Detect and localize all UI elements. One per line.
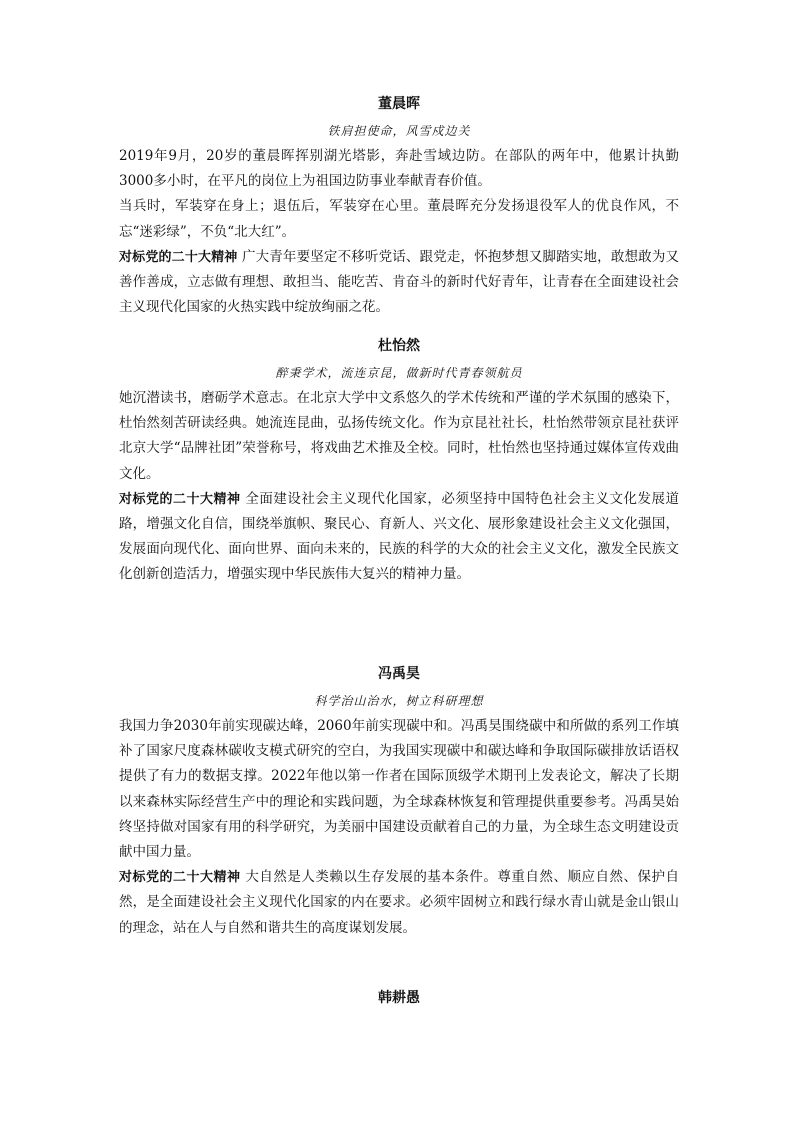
- spirit-text: 全面建设社会主义现代化国家，必须坚持中国特色社会主义文化发展道路，增强文化自信，围绕举旗帜、聚民心、育新人、兴文化、展形象建设社会主义文化强国，发展面向现代化、面向世界、面向未来的，民族的科学的大众的社会主义文化，激发全民族文化创新创造活力，增强实现中华民族伟大复兴的精神力量。: [119, 490, 679, 583]
- spirit-paragraph: [119, 865, 679, 941]
- body-paragraph: 她沉潜读书，磨砺学术意志。在北京大学中文系悠久的学术传统和严谨的学术氛围的感染下，杜怡然刻苦研读经典。她流连昆曲，弘扬传统文化。作为京昆社社长，杜怡然带领京昆社获评北京大学“品牌社团”荣誉称号，将戏曲艺术推及全校。同时，杜怡然也坚持通过媒体宣传戏曲文化。: [119, 390, 679, 482]
- profile-subtitle: 科学治山治水，树立科研理想: [314, 694, 484, 708]
- profile-section-3: [119, 664, 679, 941]
- profile-subtitle: 铁肩担使命，风雪戍边关: [327, 124, 471, 138]
- spirit-label: 对标党的二十大精神: [119, 249, 238, 265]
- body-paragraph: 当兵时，军装穿在身上；退伍后，军装穿在心里。董晨晖充分发扬退役军人的优良作风，不忘“迷彩绿”，不负“北大红”。: [119, 198, 679, 240]
- body-paragraph: 2019年9月，20岁的董晨晖挥别湖光塔影，奔赴雪域边防。在部队的两年中，他累计执勤3000多小时，在平凡的岗位上为祖国边防事业奉献青春价值。: [119, 148, 679, 190]
- spirit-text: 大自然是人类赖以生存发展的基本条件。尊重自然、顺应自然、保护自然，是全面建设社会主义现代化国家的内在要求。必须牢固树立和践行绿水青山就是金山银山的理念，站在人与自然和谐共生的高度谋划发展。: [119, 869, 679, 936]
- profile-section-2: [119, 336, 679, 588]
- profile-section-4: [119, 988, 679, 1016]
- spirit-paragraph: [119, 245, 679, 321]
- spirit-label: 对标党的二十大精神: [119, 870, 241, 886]
- profile-name: 杜怡然: [378, 338, 420, 354]
- profile-section-1: [119, 94, 679, 320]
- spirit-paragraph: [119, 487, 679, 588]
- profile-name: 韩耕愚: [378, 990, 420, 1006]
- profile-subtitle: 醉秉学术，流连京昆，做新时代青春领航员: [275, 366, 523, 380]
- profile-name: 冯禹昊: [378, 666, 420, 682]
- body-paragraph: 我国力争2030年前实现碳达峰，2060年前实现碳中和。冯禹昊围绕碳中和所做的系列工作填补了国家尺度森林碳收支模式研究的空白，为我国实现碳中和碳达峰和争取国际碳排放话语权提供了有力的数据支撑。2022年他以第一作者在国际顶级学术期刊上发表论文，解决了长期以来森林实际经营生产中的理论和实践问题，为全球森林恢复和管理提供重要参考。冯禹昊始终坚持做对国家有用的科学研究，为美丽中国建设贡献着自己的力量，为全球生态文明建设贡献中国力量。: [119, 718, 679, 861]
- profile-name: 董晨晖: [378, 96, 420, 112]
- spirit-label: 对标党的二十大精神: [119, 491, 241, 507]
- spirit-text: 广大青年要坚定不移听党话、跟党走，怀抱梦想又脚踏实地，敢想敢为又善作善成，立志做有理想、敢担当、能吃苦、肯奋斗的新时代好青年，让青春在全面建设社会主义现代化国家的火热实践中绽放绚丽之花。: [119, 248, 679, 316]
